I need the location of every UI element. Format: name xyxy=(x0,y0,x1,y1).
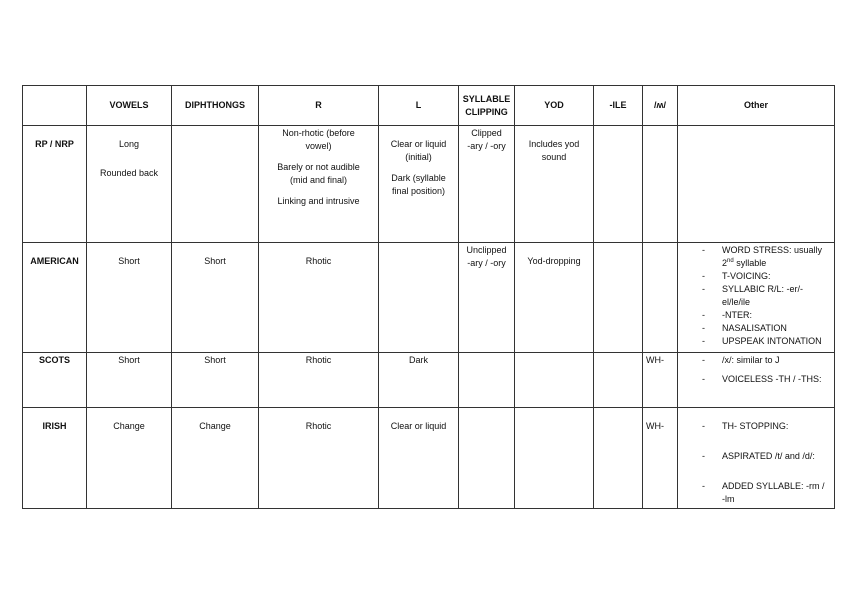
rp-r-line3: Linking and intrusive xyxy=(277,196,360,206)
scots-other-x: - /x/: similar to J xyxy=(698,354,830,367)
rp-l xyxy=(379,126,459,243)
rp-other xyxy=(678,126,835,243)
scots-vowels: Short xyxy=(87,353,172,408)
rp-clipping xyxy=(459,126,515,243)
header-diphthongs: DIPHTHONGS xyxy=(172,86,259,126)
rp-r xyxy=(259,126,379,243)
american-other-list xyxy=(698,244,830,348)
irish-wh: WH- xyxy=(643,408,678,509)
american-other-upspeak: - UPSPEAK INTONATION xyxy=(698,335,830,348)
irish-r: Rhotic xyxy=(259,408,379,509)
irish-clipping xyxy=(459,408,515,509)
irish-other-aspirated: - ASPIRATED /t/ and /d/: xyxy=(698,450,830,463)
rp-clipping-line1: Clipped xyxy=(471,128,502,138)
row-irish xyxy=(23,408,835,509)
row-label-irish: IRISH xyxy=(23,408,87,509)
american-ile xyxy=(594,243,643,353)
american-other-nasalisation: - NASALISATION xyxy=(698,322,830,335)
irish-other-list xyxy=(698,420,830,506)
rp-clipping-line2: -ary / -ory xyxy=(467,141,506,151)
scots-l: Dark xyxy=(379,353,459,408)
rp-l-line1: Clear or liquid (initial) xyxy=(390,139,447,162)
accent-comparison-table xyxy=(22,85,835,509)
american-clipping xyxy=(459,243,515,353)
irish-vowels: Change xyxy=(87,408,172,509)
american-r: Rhotic xyxy=(259,243,379,353)
header-l: L xyxy=(379,86,459,126)
rp-diphthongs xyxy=(172,126,259,243)
row-label-scots: SCOTS xyxy=(23,353,87,408)
american-other-nter: - -NTER: xyxy=(698,309,830,322)
rp-l-line2: Dark (syllable final position) xyxy=(391,173,446,196)
header-ile: -ILE xyxy=(594,86,643,126)
american-yod: Yod-dropping xyxy=(515,243,594,353)
american-vowels: Short xyxy=(87,243,172,353)
irish-ile xyxy=(594,408,643,509)
rp-vowels xyxy=(87,126,172,243)
american-clipping-line2: -ary / -ory xyxy=(467,258,506,268)
header-row xyxy=(23,86,835,126)
american-wh xyxy=(643,243,678,353)
scots-r: Rhotic xyxy=(259,353,379,408)
american-other-t-voicing: - T-VOICING: xyxy=(698,270,830,283)
rp-wh xyxy=(643,126,678,243)
header-wh: /ʍ/ xyxy=(643,86,678,126)
irish-other-th-stopping: - TH- STOPPING: xyxy=(698,420,830,433)
scots-clipping xyxy=(459,353,515,408)
scots-other-voiceless-th: - VOICELESS -TH / -THS: xyxy=(698,373,830,386)
rp-r-line1: Non-rhotic (before vowel) xyxy=(282,128,355,151)
header-yod: YOD xyxy=(515,86,594,126)
rp-vowels-line2: Rounded back xyxy=(99,168,159,178)
american-l xyxy=(379,243,459,353)
scots-other xyxy=(678,353,835,408)
rp-yod: Includes yod sound xyxy=(515,126,594,243)
row-label-rp: RP / NRP xyxy=(23,126,87,243)
american-diphthongs: Short xyxy=(172,243,259,353)
american-clipping-line1: Unclipped xyxy=(466,245,507,255)
scots-other-list xyxy=(698,354,830,386)
irish-other-added-syllable: - ADDED SYLLABLE: -rm / -lm xyxy=(698,480,830,506)
scots-ile xyxy=(594,353,643,408)
header-vowels: VOWELS xyxy=(87,86,172,126)
scots-wh: WH- xyxy=(643,353,678,408)
american-other-word-stress: - WORD STRESS: usually 2nd syllable xyxy=(698,244,830,270)
row-scots xyxy=(23,353,835,408)
irish-yod xyxy=(515,408,594,509)
row-label-american: AMERICAN xyxy=(23,243,87,353)
header-syllable-clipping: SYLLABLE CLIPPING xyxy=(459,86,515,126)
scots-yod xyxy=(515,353,594,408)
irish-other xyxy=(678,408,835,509)
header-r: R xyxy=(259,86,379,126)
header-other: Other xyxy=(678,86,835,126)
irish-l: Clear or liquid xyxy=(379,408,459,509)
rp-ile xyxy=(594,126,643,243)
irish-diphthongs: Change xyxy=(172,408,259,509)
header-corner xyxy=(23,86,87,126)
rp-vowels-line1: Long xyxy=(118,139,140,149)
american-other-syllabic: - SYLLABIC R/L: -er/-el/le/ile xyxy=(698,283,830,309)
row-rp xyxy=(23,126,835,243)
scots-diphthongs: Short xyxy=(172,353,259,408)
rp-r-line2: Barely or not audible (mid and final) xyxy=(277,162,360,185)
american-other xyxy=(678,243,835,353)
row-american xyxy=(23,243,835,353)
